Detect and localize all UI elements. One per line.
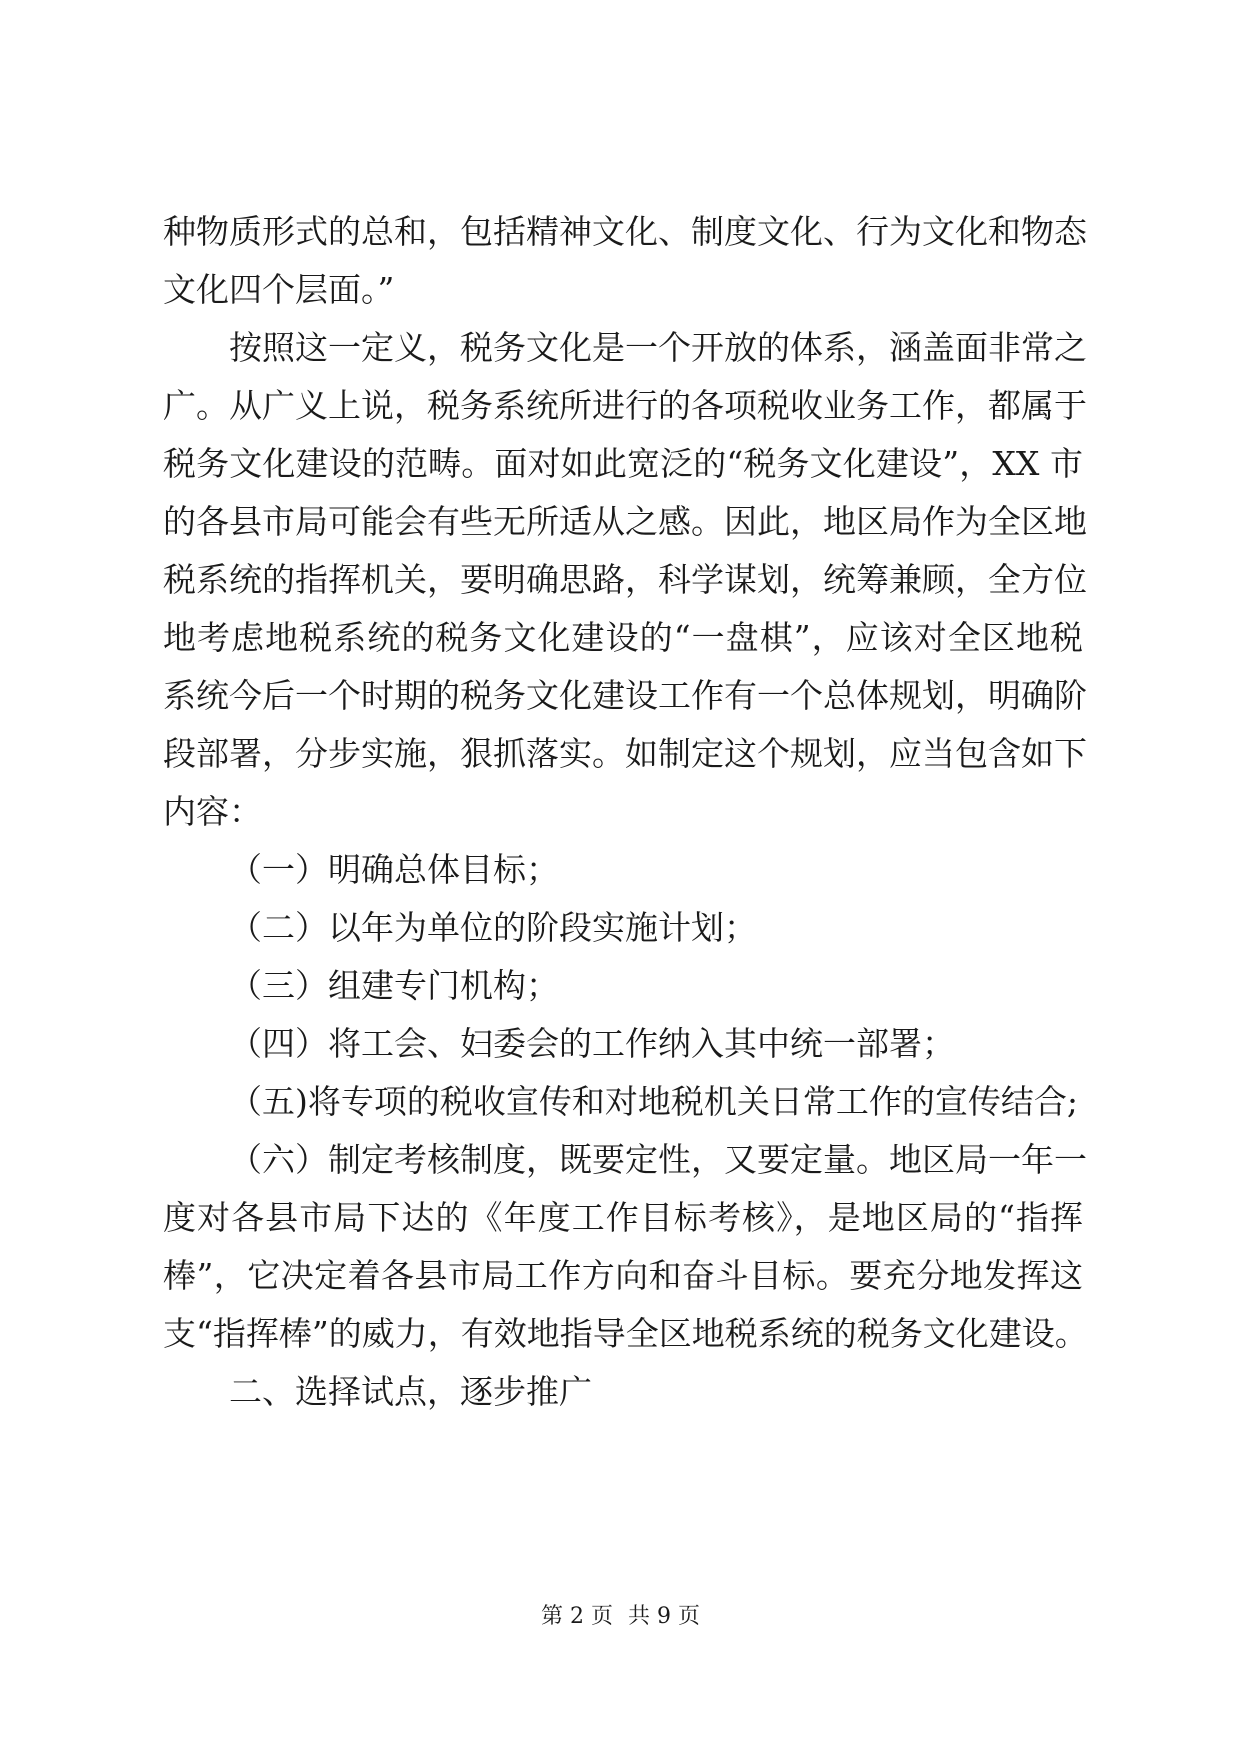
section-heading: 二、选择试点，逐步推广: [229, 1372, 592, 1411]
page-footer: [0, 1602, 1241, 1632]
list-item: （四）将工会、妇委会的工作纳入其中统一部署；: [229, 1024, 955, 1063]
text-line: 度对各县市局下达的《年度工作目标考核》，是地区局的“指挥: [163, 1198, 1083, 1237]
list-item: （五)将专项的税收宣传和对地税机关日常工作的宣传结合;: [229, 1082, 1078, 1121]
page-total: 共 9 页: [628, 1604, 700, 1629]
list-item: （一）明确总体目标；: [229, 850, 559, 889]
list-item: （六）制定考核制度，既要定性，又要定量。地区局一年一: [229, 1140, 1087, 1179]
list-item: （二）以年为单位的阶段实施计划；: [229, 908, 757, 947]
text-line: 系统今后一个时期的税务文化建设工作有一个总体规划，明确阶: [163, 676, 1087, 715]
text-line: 种物质形式的总和，包括精神文化、制度文化、行为文化和物态: [163, 212, 1087, 251]
text-line: 段部署，分步实施，狠抓落实。如制定这个规划，应当包含如下: [163, 734, 1087, 773]
text-line: 文化四个层面。”: [163, 270, 395, 309]
text-line: 税系统的指挥机关，要明确思路，科学谋划，统筹兼顾，全方位: [163, 560, 1087, 599]
page-number: 第 2 页: [541, 1604, 613, 1629]
list-item: （三）组建专门机构；: [229, 966, 559, 1005]
text-line: 税务文化建设的范畴。面对如此宽泛的“税务文化建设”，XX 市: [163, 444, 1083, 483]
text-line: 内容：: [163, 792, 262, 831]
text-line: 地考虑地税系统的税务文化建设的“一盘棋”，应该对全区地税: [163, 618, 1083, 657]
text-line: 的各县市局可能会有些无所适从之感。因此，地区局作为全区地: [163, 502, 1087, 541]
text-line: 棒”，它决定着各县市局工作方向和奋斗目标。要充分地发挥这: [163, 1256, 1083, 1295]
text-line: 支“指挥棒”的威力，有效地指导全区地税系统的税务文化建设。: [163, 1314, 1088, 1353]
paragraph-first-line: 按照这一定义，税务文化是一个开放的体系，涵盖面非常之: [229, 328, 1087, 367]
text-line: 广。从广义上说，税务系统所进行的各项税收业务工作，都属于: [163, 386, 1087, 425]
